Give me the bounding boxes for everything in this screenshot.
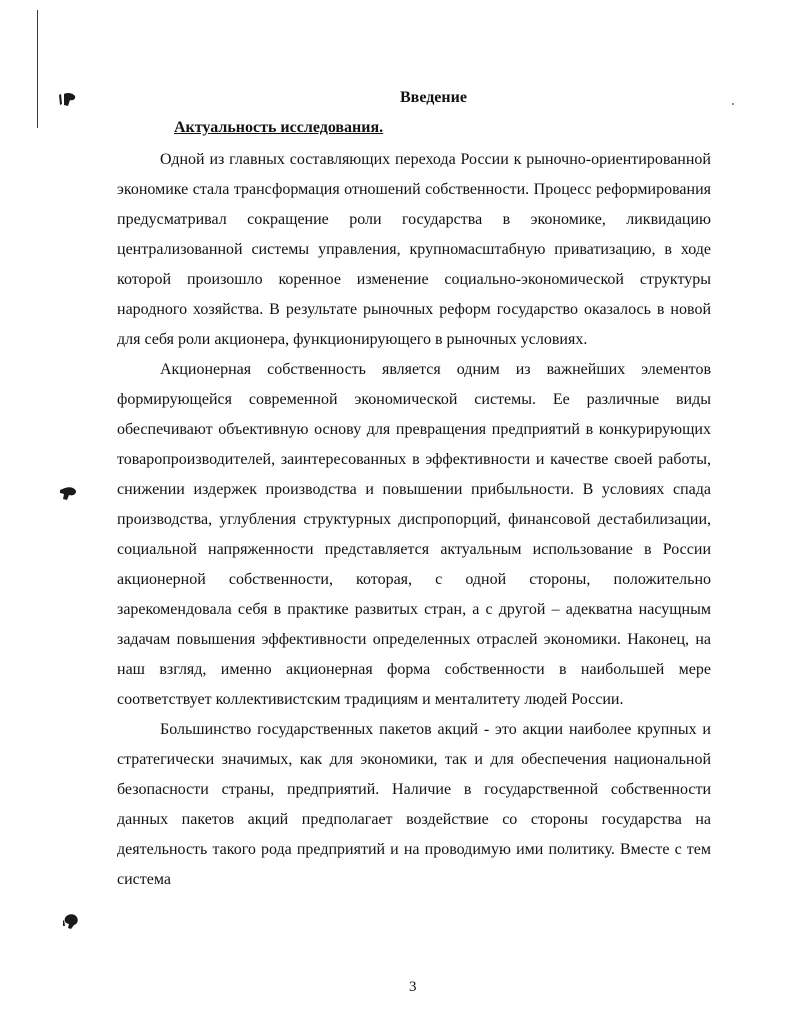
- paragraph: Акционерная собственность является одним из важнейших элементов формирующейся современной экономической системы. Ее различные виды обеспечивают объективную основу для превращения предприятий в конкурирующих товаропроизводителей, заинтересованных в эффективности и качестве своей работы, снижении издержек производства и повышении прибыльности. В условиях спада производства, углубления структурных диспропорций, финансовой дестабилизации, социальной напряженности представляется актуальным использование в России акционерной собственности, которая, с одной стороны, положительно зарекомендовала себя в практике развитых стран, а с другой – адекватна насущным задачам повышения эффективности определенных отраслей экономики. Наконец, на наш взгляд, именно акционерная форма собственности в наибольшей мере соответствует коллективистским традициям и менталитету людей России.: [117, 361, 711, 708]
- scan-speck: [732, 103, 734, 105]
- punch-hole-mark-middle: [58, 486, 78, 502]
- punch-hole-mark-bottom: [62, 913, 80, 931]
- punch-hole-mark-top: [58, 92, 78, 108]
- section-heading: Введение: [400, 89, 467, 106]
- paragraph: Одной из главных составляющих перехода России к рыночно-ориентированной экономике стала трансформация отношений собственности. Процесс реформирования предусматривал сокращение роли государства в экономике, ликвидацию централизованной системы управления, крупномасштабную приватизацию, в ходе которой произошло коренное изменение социально-экономической структуры народного хозяйства. В результате рыночных реформ государство оказалось в новой для себя роли акционера, функционирующего в рыночных условиях.: [117, 151, 711, 348]
- margin-line: [37, 10, 38, 128]
- paragraph: Большинство государственных пакетов акций - это акции наиболее крупных и стратегически значимых, как для экономики, так и для обеспечения национальной безопасности страны, предприятий. Наличие в государственной собственности данных пакетов акций предполагает воздействие со стороны государства на деятельность такого рода предприятий и на проводимую ими политику. Вместе с тем система: [117, 721, 711, 888]
- subsection-heading: Актуальность исследования.: [174, 119, 384, 136]
- body-text: [117, 145, 711, 895]
- page-number: 3: [409, 979, 417, 995]
